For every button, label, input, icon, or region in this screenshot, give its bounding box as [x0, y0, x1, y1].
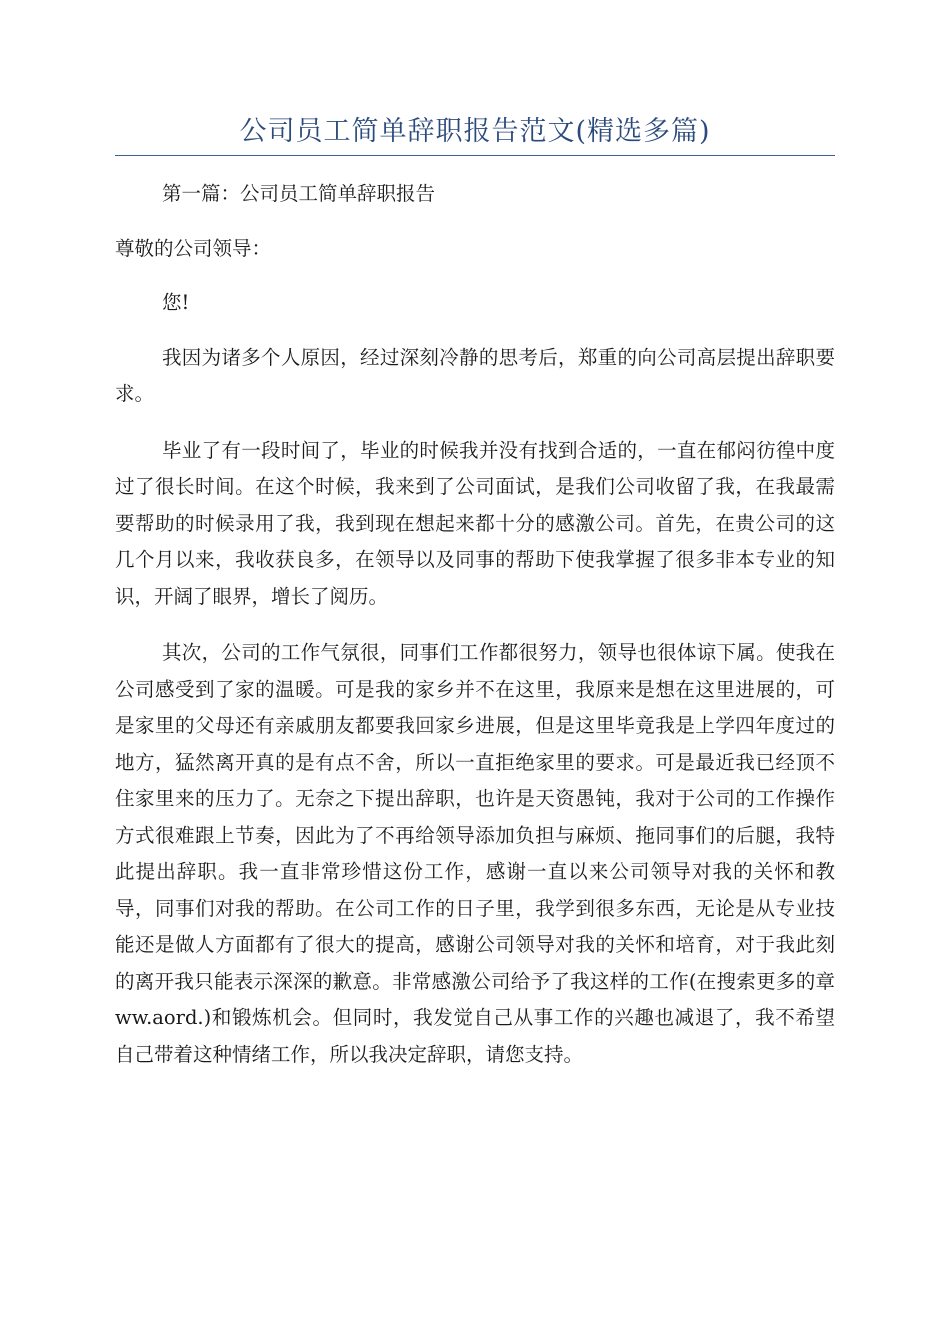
section-heading: 第一篇：公司员工简单辞职报告: [162, 182, 436, 205]
document-body: [115, 176, 835, 1073]
paragraph-1: 我因为诸多个人原因，经过深刻冷静的思考后，郑重的向公司高层提出辞职要求。: [115, 345, 835, 405]
paragraph-3: 其次，公司的工作气氛很，同事们工作都很努力，领导也很体谅下属。使我在公司感受到了家的温暖。可是我的家乡并不在这里，我原来是想在这里进展的，可是家里的父母还有亲戚朋友都要我回家乡进展，但是这里毕竟我是上学四年度过的地方，猛然离开真的是有点不舍，所以一直拒绝家里的要求。可是最近我已经顶不住家里来的压力了。无奈之下提出辞职，也许是天资愚钝，我对于公司的工作操作方式很难跟上节奏，因此为了不再给领导添加负担与麻烦、拖同事们的后腿，我特此提出辞职。我一直非常珍惜这份工作，感谢一直以来公司领导对我的关怀和教导，同事们对我的帮助。在公司工作的日子里，我学到很多东西，无论是从专业技能还是做人方面都有了很大的提高，感谢公司领导对我的关怀和培育，对于我此刻的离开我只能表示深深的歉意。非常感激公司给予了我这样的工作(在搜索更多的章ww.aord.)和锻炼机会。但同时，我发觉自己从事工作的兴趣也减退了，我不希望自己带着这种情绪工作，所以我决定辞职，请您支持。: [115, 641, 835, 1066]
document-title: 公司员工简单辞职报告范文(精选多篇): [239, 116, 711, 147]
paragraph-2: 毕业了有一段时间了，毕业的时候我并没有找到合适的，一直在郁闷彷徨中度过了很长时间。在这个时候，我来到了公司面试，是我们公司收留了我，在我最需要帮助的时候录用了我，我到现在想起来都十分的感激公司。首先，在贵公司的这几个月以来，我收获良多，在领导以及同事的帮助下使我掌握了很多非本专业的知识，开阔了眼界，增长了阅历。: [115, 438, 835, 608]
title-underline: [115, 155, 835, 156]
salutation: 尊敬的公司领导：: [115, 236, 272, 260]
greeting: 您!: [162, 291, 190, 314]
